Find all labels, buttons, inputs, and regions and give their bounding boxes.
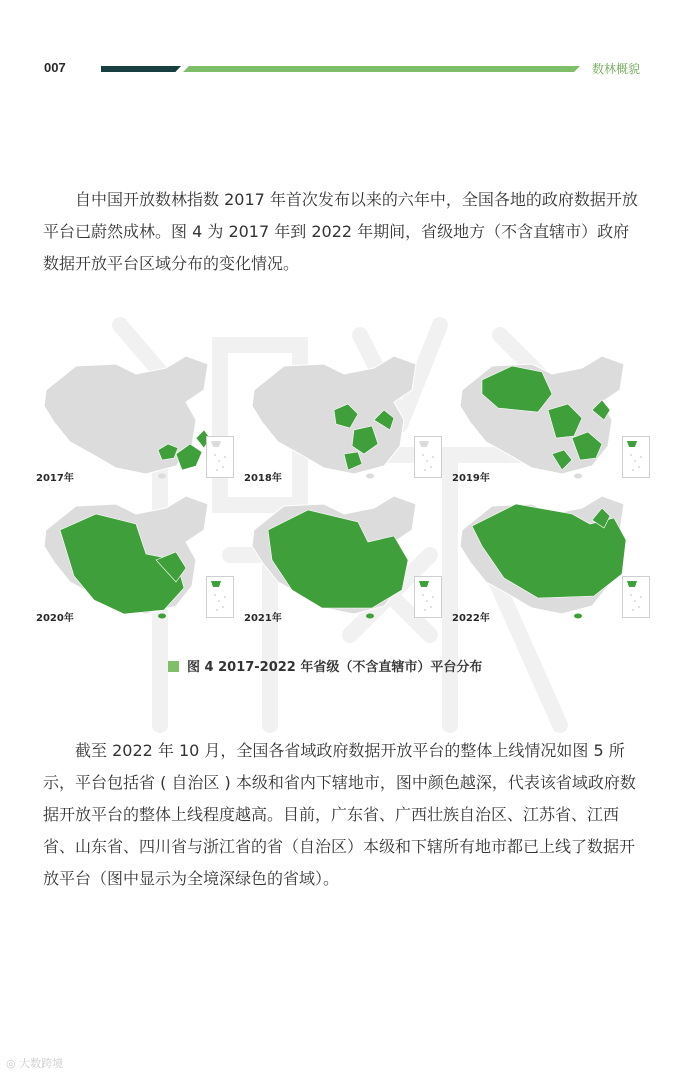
status-paragraph: 截至 2022 年 10 月，全国各省域政府数据开放平台的整体上线情况如图 5 所示，平台包括省 ( 自治区 ) 本级和省内下辖地市，图中颜色越深，代表该省域政府数据开放平台的整体上线程度越高。目前，广东省、广西壮族自治区、江苏省、江西省、山东省、四川省与浙江省的省（自治区）本级和下辖所有地市都已上线了数据开放平台（图中显示为全境深绿色的省域）。	[43, 741, 636, 888]
south-china-sea-inset	[206, 436, 234, 478]
caption-marker	[168, 661, 179, 672]
map-year-label: 2017年	[36, 473, 74, 484]
map-shape	[244, 350, 419, 480]
map-shape	[452, 490, 627, 620]
china-map-2017	[36, 350, 236, 490]
hainan-island	[158, 614, 166, 619]
footer-logo	[6, 1055, 63, 1071]
footer-logo-text: 大数跨境	[19, 1057, 64, 1070]
south-china-sea-inset	[622, 436, 650, 478]
south-china-sea-inset	[414, 436, 442, 478]
china-map-2021	[244, 490, 444, 630]
page-number: 007	[44, 60, 66, 75]
intro-paragraph: 自中国开放数林指数 2017 年首次发布以来的六年中，全国各地的政府数据开放平台已蔚然成林。图 4 为 2017 年到 2022 年期间，省级地方（不含直辖市）政府数据开放平台区域分布的变化情况。	[43, 190, 638, 273]
south-china-sea-inset	[206, 576, 234, 618]
china-map-2020	[36, 490, 236, 630]
map-base	[252, 356, 416, 474]
china-map-2022	[452, 490, 652, 630]
map-year-label: 2021年	[244, 613, 282, 624]
south-china-sea-inset	[414, 576, 442, 618]
hainan-island	[366, 474, 374, 479]
hainan-island	[158, 474, 166, 479]
china-map-2019	[452, 350, 652, 490]
section-title: 数林概貌	[592, 62, 641, 76]
china-map-2018	[244, 350, 444, 490]
page-header	[0, 56, 680, 82]
hainan-island	[574, 474, 582, 479]
figure-caption-text: 图 4 2017-2022 年省级（不含直辖市）平台分布	[187, 660, 483, 675]
hainan-island	[366, 614, 374, 619]
header-bar-green	[183, 66, 580, 72]
wechat-icon: ◎	[6, 1057, 16, 1070]
map-shape	[244, 490, 419, 620]
figure-caption	[168, 656, 482, 676]
map-shape	[36, 350, 211, 480]
header-bar-dark	[101, 66, 181, 72]
map-shape	[452, 350, 627, 480]
map-year-label: 2022年	[452, 613, 490, 624]
map-shape	[36, 490, 211, 620]
map-year-label: 2020年	[36, 613, 74, 624]
map-year-label: 2019年	[452, 473, 490, 484]
hainan-island	[574, 614, 582, 619]
map-year-label: 2018年	[244, 473, 282, 484]
south-china-sea-inset	[622, 576, 650, 618]
